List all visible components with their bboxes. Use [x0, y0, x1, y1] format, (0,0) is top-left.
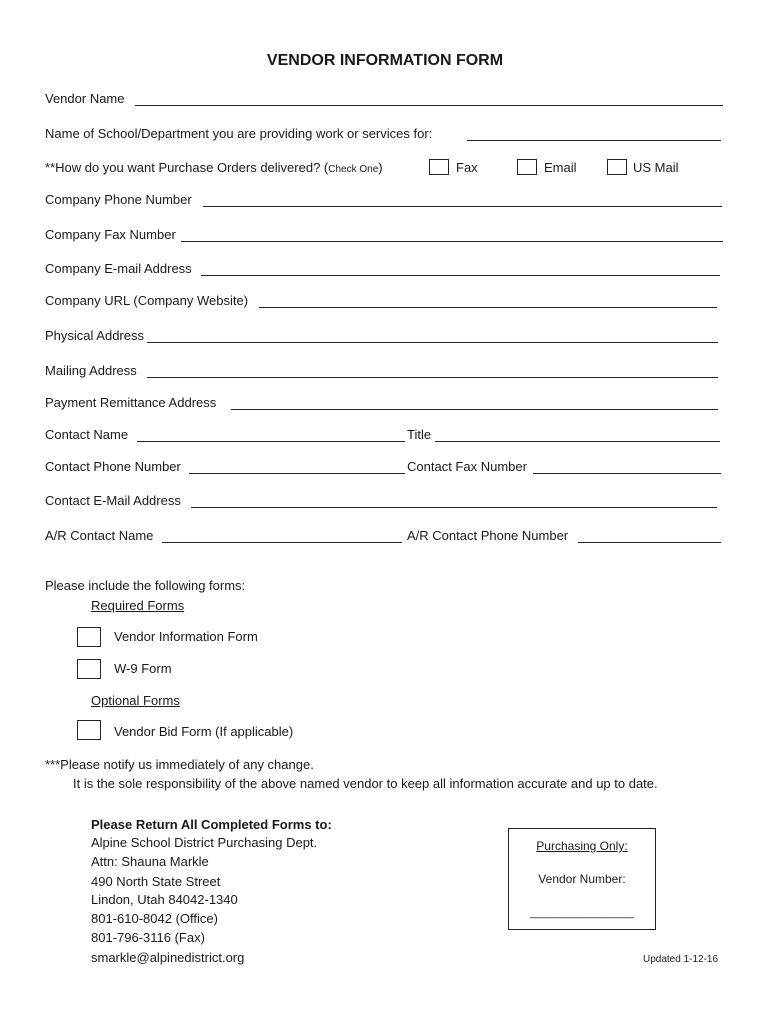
po-delivery-label [45, 160, 383, 178]
fax-option-label: Fax [456, 160, 478, 175]
check-one-note: Check One [328, 164, 379, 175]
w9-form-label: W-9 Form [114, 661, 172, 676]
vendor-name-label: Vendor Name [45, 91, 125, 106]
contact-name-field[interactable] [137, 441, 405, 442]
title-label: Title [407, 427, 432, 442]
return-line: Attn: Shauna Markle [91, 854, 209, 869]
return-line: 801-610-8042 (Office) [91, 911, 218, 926]
return-email: smarkle@alpinedistrict.org [91, 950, 245, 965]
email-option-label: Email [544, 160, 577, 175]
ar-contact-name-field[interactable] [162, 542, 402, 543]
vendor-bid-form-label: Vendor Bid Form (If applicable) [114, 724, 294, 739]
ar-contact-phone-label: A/R Contact Phone Number [407, 528, 569, 543]
physical-address-label: Physical Address [45, 328, 144, 343]
contact-email-label: Contact E-Mail Address [45, 493, 181, 508]
school-department-label: Name of School/Department you are providing work or services for: [45, 126, 433, 141]
company-url-field[interactable] [259, 307, 717, 308]
us-mail-option-label: US Mail [633, 160, 679, 175]
w9-form-checkbox[interactable] [77, 659, 101, 679]
email-checkbox[interactable] [517, 159, 537, 175]
contact-phone-label: Contact Phone Number [45, 459, 181, 474]
company-fax-label: Company Fax Number [45, 227, 176, 242]
contact-email-field[interactable] [191, 507, 717, 508]
vendor-name-field[interactable] [135, 105, 723, 106]
required-forms-heading: Required Forms [91, 598, 185, 613]
updated-date: Updated 1-12-16 [643, 954, 719, 965]
ar-contact-phone-field[interactable] [578, 542, 721, 543]
return-line: 490 North State Street [91, 874, 221, 889]
company-phone-label: Company Phone Number [45, 192, 192, 207]
return-line: Lindon, Utah 84042-1340 [91, 892, 238, 907]
optional-forms-heading: Optional Forms [91, 693, 180, 708]
us-mail-checkbox[interactable] [607, 159, 627, 175]
company-url-label: Company URL (Company Website) [45, 293, 249, 308]
forms-intro: Please include the following forms: [45, 578, 246, 593]
return-line: 801-796-3116 (Fax) [91, 930, 205, 945]
return-line: Alpine School District Purchasing Dept. [91, 835, 318, 850]
company-fax-field[interactable] [181, 241, 723, 242]
vendor-number-label: Vendor Number: [538, 872, 626, 886]
return-heading: Please Return All Completed Forms to: [91, 817, 332, 832]
company-email-label: Company E-mail Address [45, 261, 192, 276]
contact-phone-field[interactable] [189, 473, 405, 474]
vendor-number-field[interactable]: _________________ [529, 907, 634, 919]
contact-fax-field[interactable] [533, 473, 721, 474]
notice-line-2: It is the sole responsibility of the above named vendor to keep all information accurate and up to date. [73, 776, 658, 791]
payment-remittance-label: Payment Remittance Address [45, 395, 217, 410]
notice-line-1: ***Please notify us immediately of any change. [45, 757, 314, 772]
payment-remittance-field[interactable] [231, 409, 718, 410]
po-delivery-text: **How do you want Purchase Orders delivered? ( [45, 160, 329, 175]
contact-fax-label: Contact Fax Number [407, 459, 527, 474]
fax-checkbox[interactable] [429, 159, 449, 175]
company-phone-field[interactable] [203, 206, 722, 207]
ar-contact-name-label: A/R Contact Name [45, 528, 154, 543]
school-department-field[interactable] [467, 140, 721, 141]
vendor-information-form-label: Vendor Information Form [114, 629, 258, 644]
mailing-address-field[interactable] [147, 377, 718, 378]
physical-address-field[interactable] [147, 342, 718, 343]
vendor-bid-form-checkbox[interactable] [77, 720, 101, 740]
purchasing-only-heading: Purchasing Only: [536, 839, 628, 853]
company-email-field[interactable] [201, 275, 720, 276]
title-field[interactable] [435, 441, 720, 442]
contact-name-label: Contact Name [45, 427, 129, 442]
po-delivery-close: ) [378, 160, 383, 175]
mailing-address-label: Mailing Address [45, 363, 137, 378]
purchasing-only-box [508, 828, 656, 930]
page-title: VENDOR INFORMATION FORM [266, 52, 504, 69]
vendor-information-form-checkbox[interactable] [77, 627, 101, 647]
